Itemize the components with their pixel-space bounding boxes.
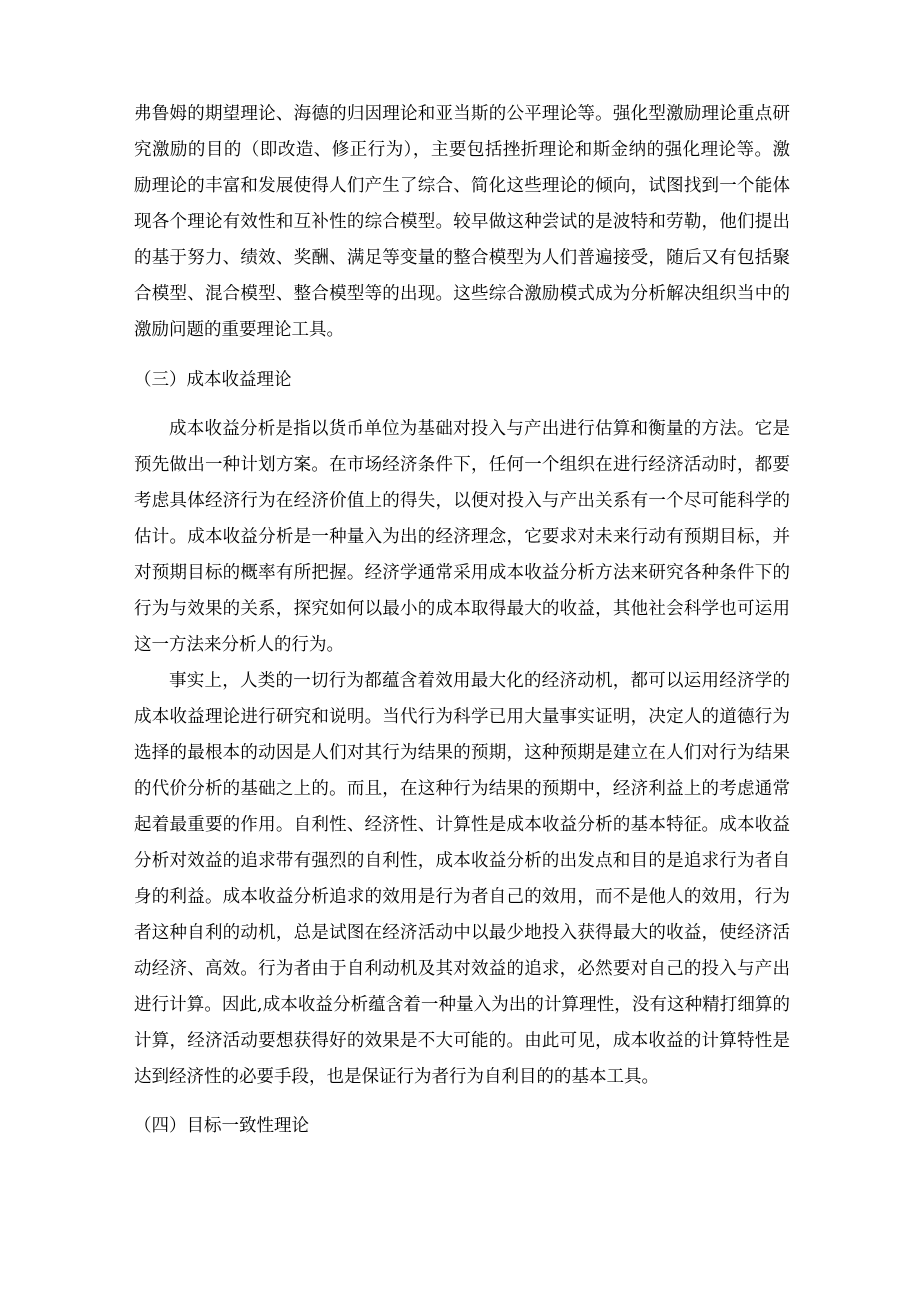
paragraph-cost-benefit-definition: 成本收益分析是指以货币单位为基础对投入与产出进行估算和衡量的方法。它是预先做出一种计划方案。在市场经济条件下，任何一个组织在进行经济活动时，都要考虑具体经济行为在经济价值上的得失，以便对投入与产出关系有一个尽可能科学的估计。成本收益分析是一种量入为出的经济理念，它要求对未来行动有预期目标，并对预期目标的概率有所把握。经济学通常采用成本收益分析方法来研究各种条件下的行为与效果的关系，探究如何以最小的成本取得最大的收益，其他社会科学也可运用这一方法来分析人的行为。 [134,419,790,655]
paragraph-motivation-theory: 弗鲁姆的期望理论、海德的归因理论和亚当斯的公平理论等。强化型激励理论重点研究激励的目的（即改造、修正行为），主要包括挫折理论和斯金纳的强化理论等。激励理论的丰富和发展使得人们产生了综合、简化这些理论的倾向，试图找到一个能体现各个理论有效性和互补性的综合模型。较早做这种尝试的是波特和劳勒，他们提出的基于努力、绩效、奖酬、满足等变量的整合模型为人们普遍接受，随后又有包括聚合模型、混合模型、整合模型等的出现。这些综合激励模式成为分析解决组织当中的激励问题的重要理论工具。 [134,104,790,340]
section-heading-cost-benefit: （三）成本收益理论 [134,370,292,390]
paragraph-cost-benefit-behavior: 事实上，人类的一切行为都蕴含着效用最大化的经济动机，都可以运用经济学的成本收益理论进行研究和说明。当代行为科学已用大量事实证明，决定人的道德行为选择的最根本的动因是人们对其行为结果的预期，这种预期是建立在人们对行为结果的代价分析的基础之上的。而且，在这种行为结果的预期中，经济利益上的考虑通常起着最重要的作用。自利性、经济性、计算性是成本收益分析的基本特征。成本收益分析对效益的追求带有强烈的自利性，成本收益分析的出发点和目的是追求行为者自身的利益。成本收益分析追求的效用是行为者自己的效用，而不是他人的效用，行为者这种自利的动机，总是试图在经济活动中以最少地投入获得最大的收益，使经济活动经济、高效。行为者由于自利动机及其对效益的追求，必然要对自己的投入与产出进行计算。因此,成本收益分析蕴含着一种量入为出的计算理性，没有这种精打细算的计算，经济活动要想获得好的效果是不大可能的。由此可见，成本收益的计算特性是达到经济性的必要手段，也是保证行为者行为自利目的的基本工具。 [134,671,790,1087]
document-page [134,96,790,1157]
section-heading-goal-congruence: （四）目标一致性理论 [134,1116,309,1136]
